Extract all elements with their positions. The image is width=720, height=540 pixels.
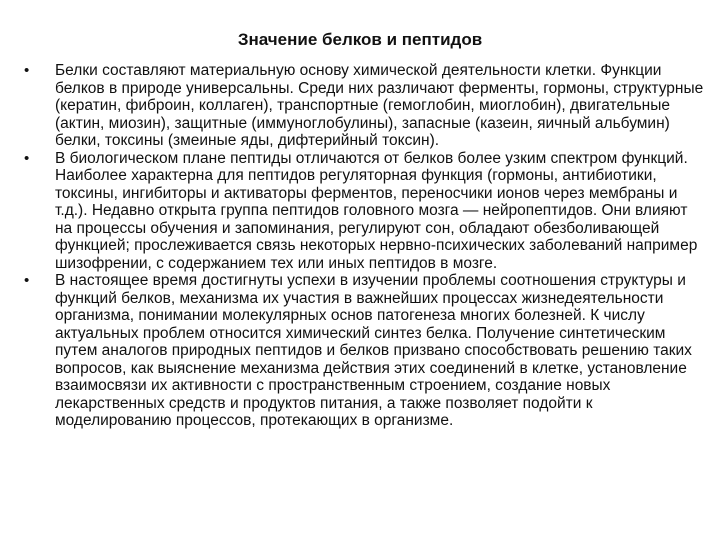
bullet-icon: • <box>24 149 30 167</box>
bullet-item-proteins <box>24 62 704 150</box>
bullet-text: Белки составляют материальную основу химической деятельности клетки. Функции белков в природе универсальны. Среди них различают ферменты, гормоны, структурные (кератин, фиброин, коллаген), транспортные (гемоглобин, миоглобин), двигательные (актин, миозин), защитные (иммуноглобулины), запасные (казеин, яичный альбумин) белки, токсины (змеиные яды, дифтерийный токсин). <box>55 62 704 149</box>
bullet-item-research <box>24 272 704 430</box>
bullet-icon: • <box>24 272 30 289</box>
bullet-icon: • <box>24 62 30 79</box>
bullet-item-peptides <box>24 150 704 273</box>
bullet-list <box>24 62 704 430</box>
bullet-text: В настоящее время достигнуты успехи в изучении проблемы соотношения структуры и функций белков, механизма их участия в важнейших процессах жизнедеятельности организма, понимании молекулярных основ патогенеза многих болезней. К числу актуальных проблем относится химический синтез белка. Получение синтетическим путем аналогов природных пептидов и белков призвано способствовать решению таких вопросов, как выяснение механизма действия этих соединений в клетке, установление взаимосвязи их активности с пространственным строением, создание новых лекарственных средств и продуктов питания, а также позволяет подойти к моделированию процессов, протекающих в организме. <box>55 272 692 429</box>
bullet-text: В биологическом плане пептиды отличаются от белков более узким спектром функций. Наиболее характерна для пептидов регуляторная функция (гормоны, антибиотики, токсины, ингибиторы и активаторы ферментов, переносчики ионов через мембраны и т.д.). Недавно открыта группа пептидов головного мозга — нейропептидов. Они влияют на процессы обучения и запоминания, регулируют сон, обладают обезболивающей функцией; прослеживается связь некоторых нервно-психических заболеваний например шизофрении, с содержанием тех или иных пептидов в мозге. <box>55 149 698 272</box>
slide-title: Значение белков и пептидов <box>237 30 483 49</box>
